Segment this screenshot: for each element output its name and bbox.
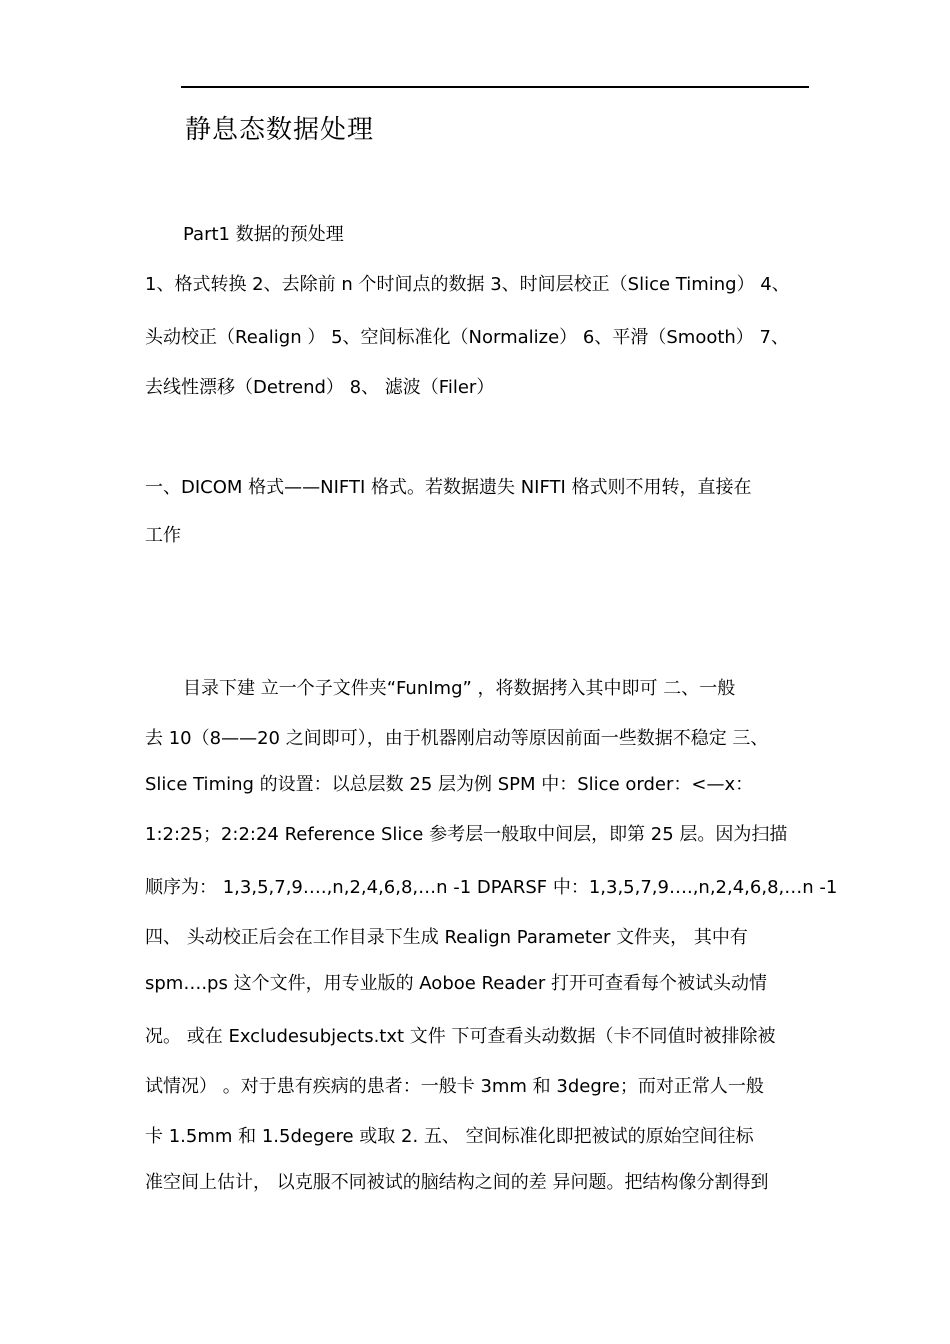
text-line: 一、DICOM 格式——NIFTI 格式。若数据遗失 NIFTI 格式则不用转，直接在 [145, 477, 752, 498]
header-rule [181, 86, 809, 88]
text-line: 工作 [145, 525, 181, 546]
document-title: 静息态数据处理 [185, 115, 375, 145]
text-line: 目录下建 立一个子文件夹“FunImg” ，将数据拷入其中即可 二、一般 [183, 678, 736, 699]
text-line: 去 10（8——20 之间即可），由于机器刚启动等原因前面一些数据不稳定 三、 [145, 728, 769, 749]
text-line: 顺序为： 1,3,5,7,9….,n,2,4,6,8,…n -1 DPARSF 中：1,3,5,7,9….,n,2,4,6,8,…n -1 [145, 877, 838, 898]
text-line: Slice Timing 的设置：以总层数 25 层为例 SPM 中：Slice order：<—x： [145, 774, 754, 795]
text-line: 四、 头动校正后会在工作目录下生成 Realign Parameter 文件夹， 其中有 [145, 927, 748, 948]
text-line: 头动校正（Realign ） 5、空间标准化（Normalize） 6、平滑（Smooth） 7、 [145, 327, 789, 348]
section-heading: Part1 数据的预处理 [183, 224, 344, 245]
text-line: 况。 或在 Excludesubjects.txt 文件 下可查看头动数据（卡不同值时被排除被 [145, 1026, 776, 1047]
text-line: 试情况） 。对于患有疾病的患者：一般卡 3mm 和 3degre；而对正常人一般 [145, 1076, 764, 1097]
text-line: 卡 1.5mm 和 1.5degere 或取 2. 五、 空间标准化即把被试的原始空间往标 [145, 1126, 754, 1147]
text-line: 准空间上估计， 以克服不同被试的脑结构之间的差 异问题。把结构像分割得到 [145, 1172, 769, 1193]
text-line: 1:2:25；2:2:24 Reference Slice 参考层一般取中间层，即第 25 层。因为扫描 [145, 824, 788, 845]
text-line: 1、格式转换 2、去除前 n 个时间点的数据 3、时间层校正（Slice Timing） 4、 [145, 274, 790, 295]
text-line: spm….ps 这个文件，用专业版的 Aoboe Reader 打开可查看每个被试头动情 [145, 973, 767, 994]
text-line: 去线性漂移（Detrend） 8、 滤波（Filer） [145, 377, 495, 398]
